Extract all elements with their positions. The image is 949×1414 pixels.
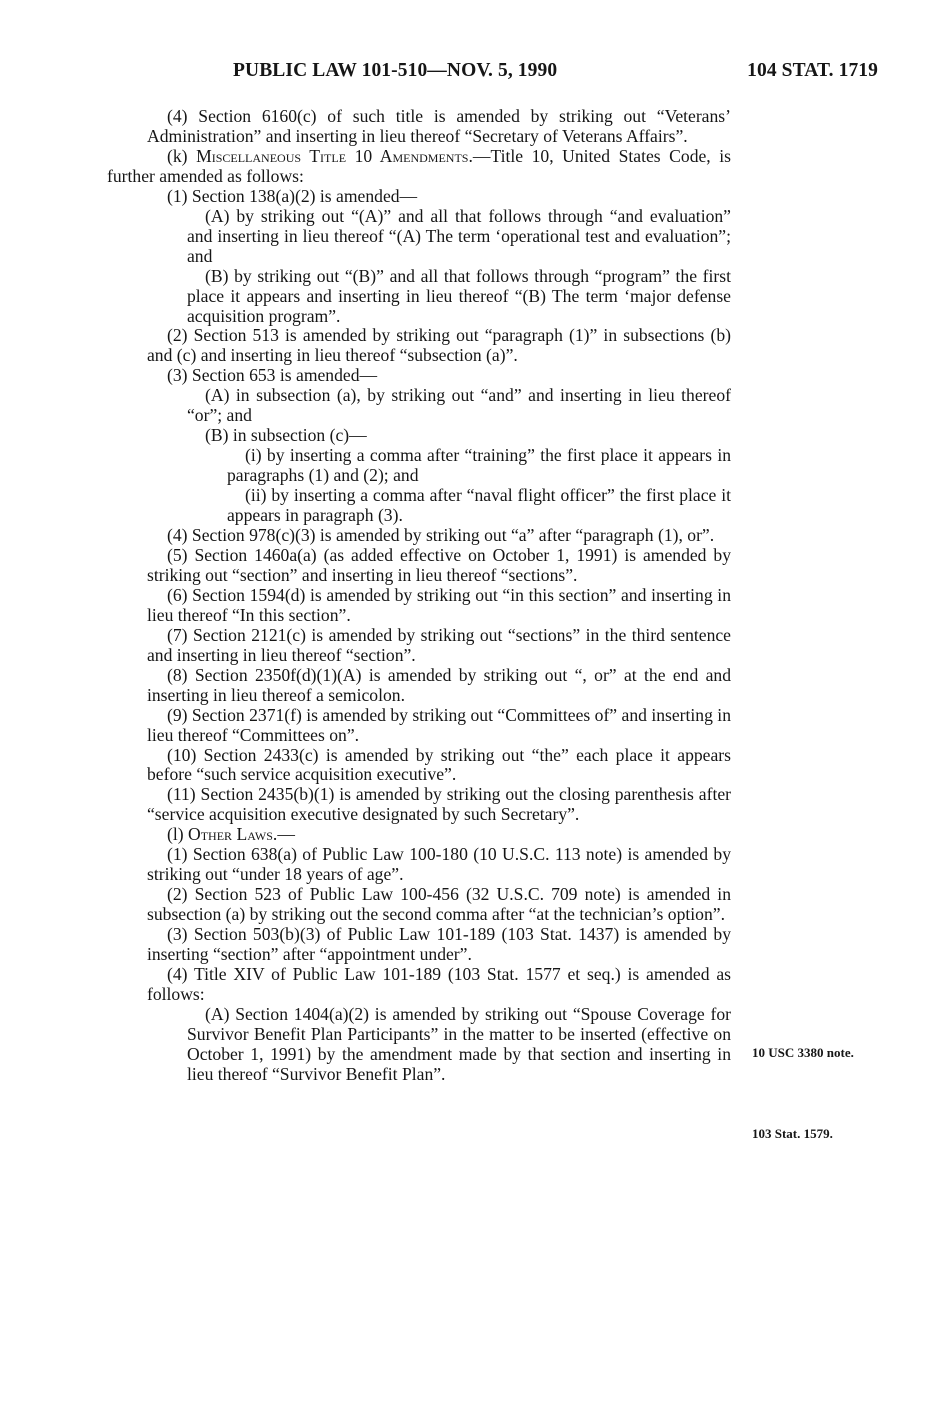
page-title: PUBLIC LAW 101-510—NOV. 5, 1990 (233, 60, 558, 81)
paragraph-l1: (1) Section 638(a) of Public Law 100-180 (10 U.S.C. 113 note) is amended by striking out “under 18 years of age”. (147, 844, 731, 885)
paragraph-k11: (11) Section 2435(b)(1) is amended by striking out the closing parenthesis after “service acquisition executive designated by such Secretary”. (147, 784, 731, 825)
paragraph-k7: (7) Section 2121(c) is amended by striking out “sections” in the third sentence and inserting in lieu thereof “section”. (147, 624, 731, 665)
clause-k1b: (B) by striking out “(B)” and all that follows through “program” the first place it appears and inserting in lieu thereof “(B) The term ‘major defense acquisition program”. (187, 265, 731, 326)
paragraph-k6: (6) Section 1594(d) is amended by striking out “in this section” and inserting in lieu thereof “In this section”. (147, 584, 731, 625)
paragraph-k4: (4) Section 6160(c) of such title is amended by striking out “Veterans’ Administration” and inserting in lieu thereof “Secretary of Veterans Affairs”. (147, 106, 731, 146)
subclause-k3b-ii: (ii) by inserting a comma after “naval flight officer” the first place it appears in paragraph (3). (227, 485, 731, 526)
paragraph-k10: (10) Section 2433(c) is amended by striking out “the” each place it appears before “such service acquisition executive”. (147, 744, 731, 785)
subsection-k (107, 147, 731, 187)
clause-k3a: (A) in subsection (a), by striking out “and” and inserting in lieu thereof “or”; and (187, 385, 731, 426)
clause-k1a: (A) by striking out “(A)” and all that follows through “and evaluation” and inserting in lieu thereof “(A) The term ‘operational test and evaluation”; and (187, 205, 731, 266)
margin-note-stat: 103 Stat. 1579. (752, 1126, 833, 1141)
subsection-k-heading: Miscellaneous Title 10 Amendments. (196, 145, 473, 166)
subsection-l-text: — (277, 824, 295, 845)
paragraph-l3: (3) Section 503(b)(3) of Public Law 101-189 (103 Stat. 1437) is amended by inserting “section” after “appointment under”. (147, 924, 731, 965)
stat-page-number: 104 STAT. 1719 (747, 60, 878, 81)
subsection-k-label: (k) (167, 145, 197, 166)
paragraph-k2: (2) Section 513 is amended by striking out “paragraph (1)” in subsections (b) and (c) and inserting in lieu thereof “subsection (a)”. (147, 325, 731, 366)
page-header (0, 60, 949, 84)
paragraph-k5: (5) Section 1460a(a) (as added effective on October 1, 1991) is amended by striking out “section” and inserting in lieu thereof “sections”. (147, 544, 731, 585)
subsection-l-label: (l) (167, 824, 189, 845)
paragraph-k3: (3) Section 653 is amended— (167, 365, 378, 386)
subsection-k-text: —Title 10, United States Code, is further amended as follows: (107, 145, 731, 186)
clause-k3b: (B) in subsection (c)— (205, 425, 367, 446)
document-body (107, 106, 731, 1085)
paragraph-k4b: (4) Section 978(c)(3) is amended by striking out “a” after “paragraph (1), or”. (167, 525, 715, 546)
paragraph-l2: (2) Section 523 of Public Law 100-456 (32 U.S.C. 709 note) is amended in subsection (a) by striking out the second comma after “at the technician’s option”. (147, 884, 731, 925)
paragraph-k9: (9) Section 2371(f) is amended by striking out “Committees of” and inserting in lieu thereof “Committees on”. (147, 704, 731, 745)
paragraph-l4: (4) Title XIV of Public Law 101-189 (103 Stat. 1577 et seq.) is amended as follows: (147, 963, 731, 1004)
subsection-l (107, 825, 731, 845)
subclause-k3b-i: (i) by inserting a comma after “training” the first place it appears in paragraphs (1) and (2); and (227, 445, 731, 486)
clause-l4a: (A) Section 1404(a)(2) is amended by striking out “Spouse Coverage for Survivor Benefit Plan Participants” in the matter to be inserted (effective on October 1, 1991) by the amendment made by that section and inserting in lieu thereof “Survivor Benefit Plan”. (187, 1003, 731, 1084)
margin-note-usc: 10 USC 3380 note. (752, 1045, 854, 1060)
subsection-l-heading: Other Laws. (188, 824, 278, 845)
paragraph-k1: (1) Section 138(a)(2) is amended— (167, 185, 418, 206)
paragraph-k8: (8) Section 2350f(d)(1)(A) is amended by striking out “, or” at the end and inserting in lieu thereof a semicolon. (147, 664, 731, 705)
